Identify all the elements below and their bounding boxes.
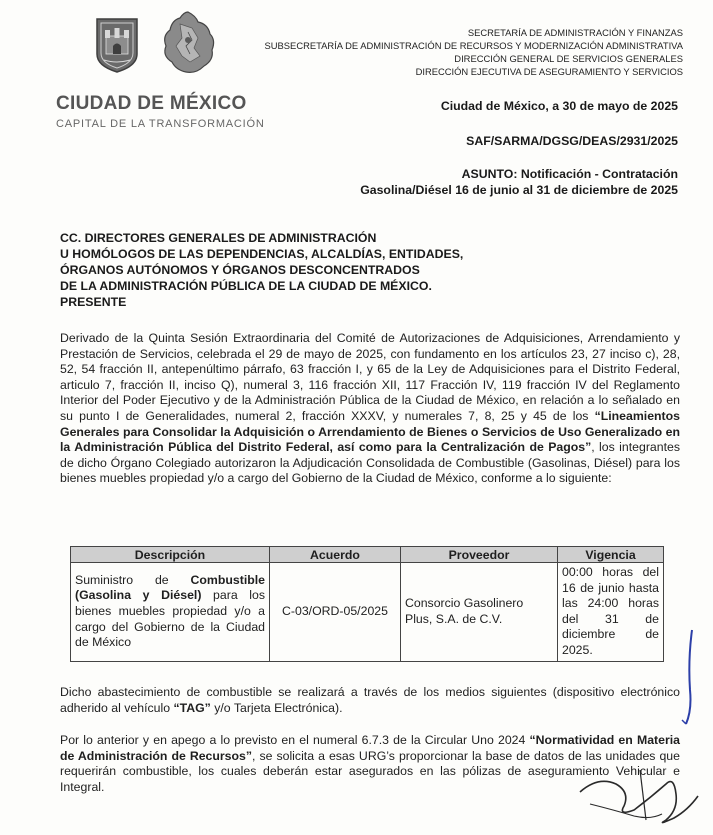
- paragraph-text: , los integrantes de dicho Órgano Colegiado autorizaron la Adjudicación Consolidada de Combustible (Gasolinas, Diésel) para los bienes muebles propiedad y/o a cargo del Gobierno de la Ciudad de México, conforme a lo siguiente:: [60, 440, 681, 486]
- paragraph-bold-text: “Lineamientos Generales para Consolidar la Adquisición o Arrendamiento de Bienes o Servicios de Uso Generalizado en la Administración Pública del Distrito Federal, así como para la Centralización de Pagos”: [60, 408, 680, 455]
- addressee-line: U HOMÓLOGOS DE LAS DEPENDENCIAS, ALCALDÍAS, ENTIDADES,: [60, 247, 464, 261]
- paragraph-text: , se solicita a esas URG’s proporcionar la base de datos de las unidades que requerirán combustible, los cuales deberán estar asegurados en las pólizas de aseguramiento Vehicular e Integral.: [60, 748, 680, 794]
- paragraph-legal-basis: [60, 331, 680, 487]
- document-date: Ciudad de México, a 30 de mayo de 2025: [440, 99, 678, 113]
- paragraph-text: y/o Tarjeta Electrónica).: [210, 700, 343, 715]
- paragraph-bold-text: “TAG”: [173, 700, 211, 715]
- validity-cell: 00:00 horas del 16 de junio hasta las 24:00 horas del 31 de diciembre de 2025.: [558, 563, 664, 662]
- paragraph-bold-text: “Normatividad en Materia de Administración de Recursos”: [60, 733, 681, 763]
- brand-subtitle: CAPITAL DE LA TRANSFORMACIÓN: [56, 118, 265, 130]
- paragraph-text: Dicho abastecimiento de combustible se realizará a través de los medios siguientes (dispositivo electrónico adherido al vehículo: [60, 685, 680, 715]
- cell-text: Suministro de: [75, 572, 191, 587]
- table-header-cell: Vigencia: [558, 547, 664, 563]
- addressee-block: [60, 230, 463, 310]
- addressee-line: CC. DIRECTORES GENERALES DE ADMINISTRACIÓN: [60, 231, 377, 245]
- addressee-line: DE LA ADMINISTRACIÓN PÚBLICA DE LA CIUDAD DE MÉXICO.: [60, 279, 432, 293]
- cell-text: para los bienes muebles propiedad y/o a cargo del Gobierno de la Ciudad de México: [75, 588, 266, 650]
- addressee-line: ÓRGANOS AUTÓNOMOS Y ÓRGANOS DESCONCENTRADOS: [60, 263, 420, 277]
- subject: [360, 166, 678, 198]
- cdmx-coat-of-arms-logo: [94, 16, 140, 74]
- table-header-cell: Descripción: [71, 547, 270, 563]
- table-header-cell: Acuerdo: [270, 547, 401, 563]
- paragraph-text: Por lo anterior y en apego a lo previsto en el numeral 6.7.3 de la Circular Uno 2024: [60, 733, 530, 747]
- brand-title: CIUDAD DE MÉXICO: [56, 93, 247, 114]
- agreement-cell: C-03/ORD-05/2025: [270, 563, 401, 662]
- cell-bold-text: Combustible (Gasolina y Diésel): [75, 572, 265, 603]
- department-line: DIRECCIÓN EJECUTIVA DE ASEGURAMIENTO Y SERVICIOS: [415, 66, 683, 77]
- handwritten-signature: [570, 620, 710, 835]
- department-header: [265, 26, 683, 78]
- subject-line: ASUNTO: Notificación - Contratación: [461, 167, 678, 181]
- table-header-row: [71, 547, 664, 563]
- subject-line: Gasolina/Diésel 16 de junio al 31 de diciembre de 2025: [360, 183, 678, 197]
- department-line: DIRECCIÓN GENERAL DE SERVICIOS GENERALES: [454, 53, 683, 64]
- reference-number: SAF/SARMA/DGSG/DEAS/2931/2025: [466, 134, 678, 148]
- table-header-cell: Proveedor: [401, 547, 558, 563]
- paragraph-text: Derivado de la Quinta Sesión Extraordinaria del Comité de Autorizaciones de Adquisiciones, Arrendamiento y Prestación de Servicios, celebrada el 29 de mayo de 2025, con fundamento en los artículos 23, 27 inciso c), 28, 52, 54 fracción II, antepenúltimo párrafo, 63 fracción I, y 65 de la Ley de Adquisiciones para el Distrito Federal, articulo 7, fracción II, inciso Q), numeral 3, 116 fracción XII, 117 Fracción IV, 119 fracción IV del Reglamento Interior del Poder Ejecutivo y de la Administración Pública de la Ciudad de México, en relación a lo señalado en su punto I de Generalidades, numeral 2, fracción XXXV, y numerales 7, 8, 25 y 45 de los: [60, 331, 680, 423]
- mexico-city-map-emblem-logo: [158, 10, 220, 76]
- addressee-line: PRESENTE: [60, 295, 127, 309]
- department-line: SUBSECRETARÍA DE ADMINISTRACIÓN DE RECURSOS Y MODERNIZACIÓN ADMINISTRATIVA: [264, 40, 683, 51]
- supplier-cell: Consorcio Gasolinero Plus, S.A. de C.V.: [401, 563, 558, 662]
- department-line: SECRETARÍA DE ADMINISTRACIÓN Y FINANZAS: [467, 27, 683, 38]
- description-cell: [71, 563, 270, 662]
